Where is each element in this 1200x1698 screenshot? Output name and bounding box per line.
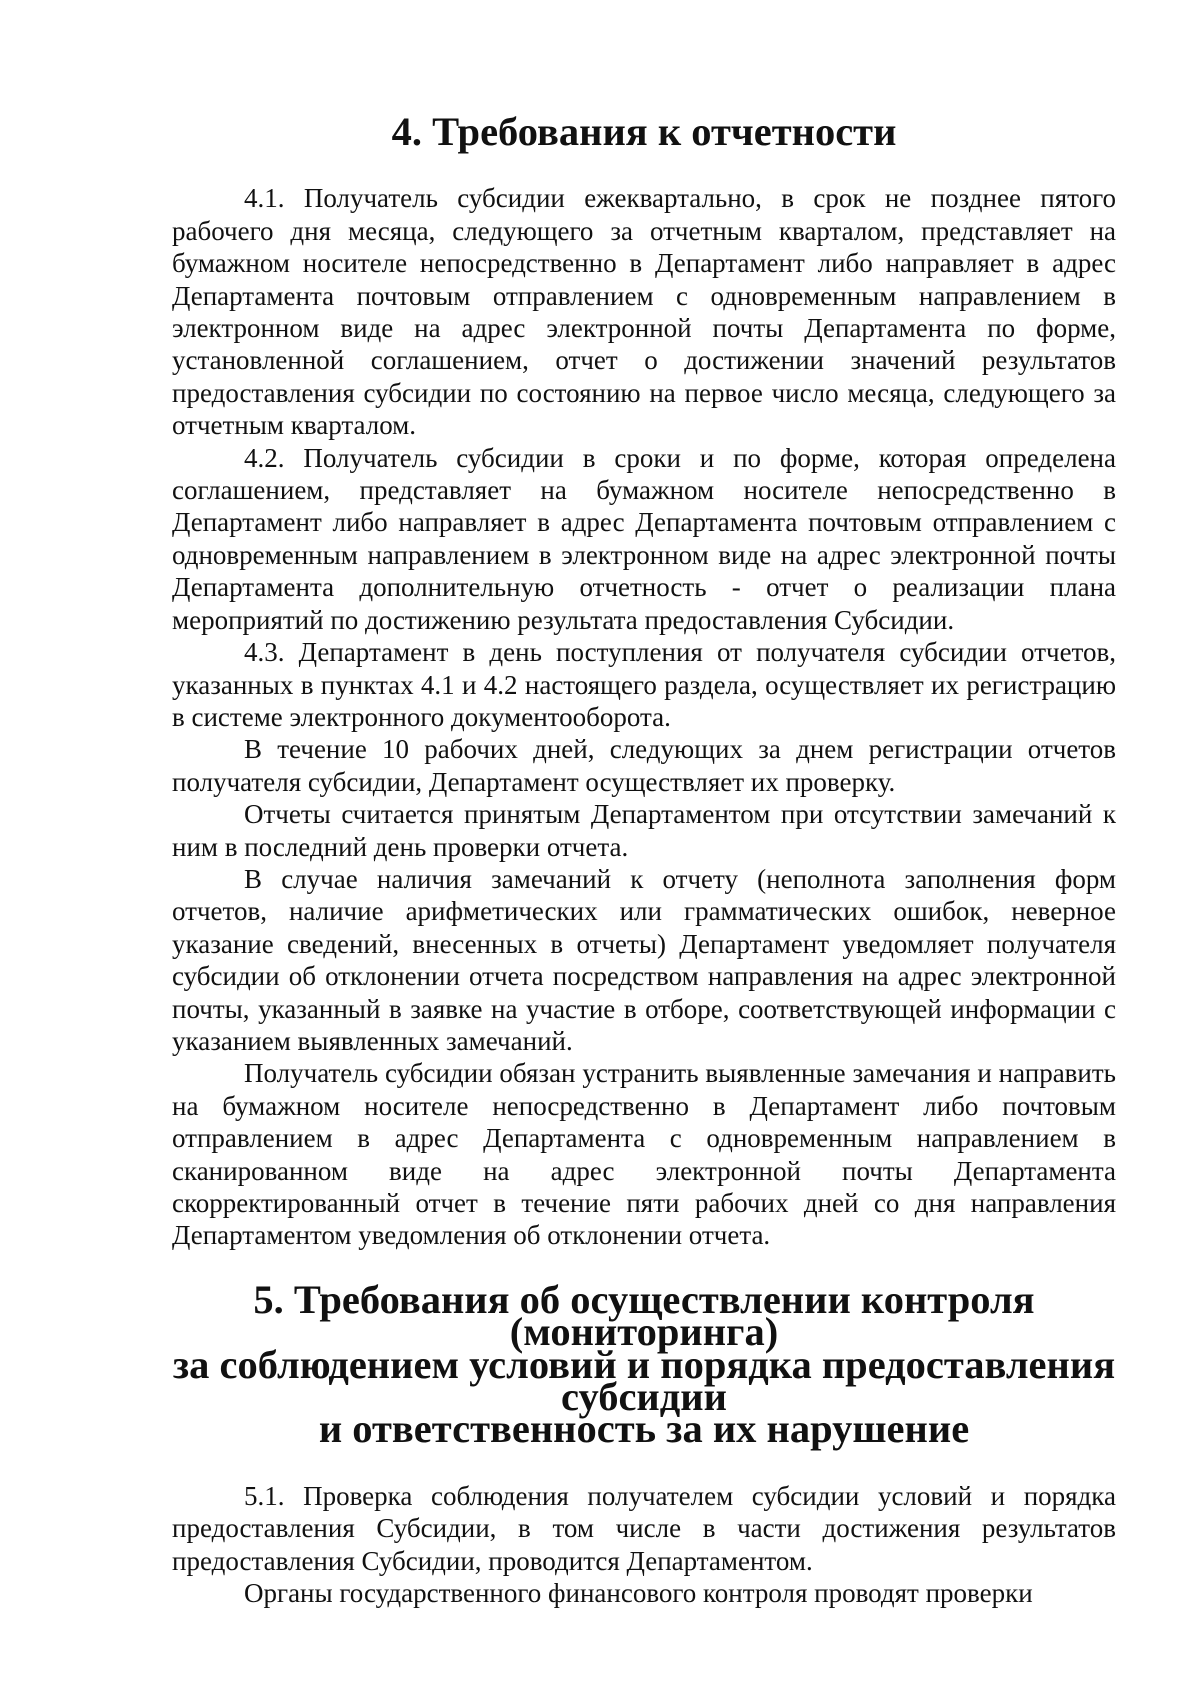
paragraph-4-1: 4.1. Получатель субсидии ежеквартально, в срок не позднее пятого рабочего дня месяца, следующего за отчетным кварталом, представляет на бумажном носителе непосредственно в Департамент либо направляет в адрес Департамента почтовым отправлением с одновременным направлением в электронном виде на адрес электронной почты Департамента по форме, установленной соглашением, отчет о достижении значений результатов предоставления субсидии по состоянию на первое число месяца, следующего за отчетным кварталом. bbox=[172, 183, 1116, 441]
section-4-body bbox=[172, 182, 1116, 1251]
section-4-heading: 4. Требования к отчетности bbox=[391, 109, 897, 154]
paragraph-review-period: В течение 10 рабочих дней, следующих за днем регистрации отчетов получателя субсидии, Департамент осуществляет их проверку. bbox=[172, 734, 1116, 797]
paragraph-remarks: В случае наличия замечаний к отчету (неполнота заполнения форм отчетов, наличие арифметических или грамматических ошибок, неверное указание сведений, внесенных в отчеты) Департамент уведомляет получателя субсидии об отклонении отчета посредством направления на адрес электронной почты, указанный в заявке на участие в отборе, соответствующей информации с указанием выявленных замечаний. bbox=[172, 863, 1116, 1056]
paragraph-report-accepted: Отчеты считается принятым Департаментом при отсутствии замечаний к ним в последний день проверки отчета. bbox=[172, 799, 1116, 862]
paragraph-4-3: 4.3. Департамент в день поступления от получателя субсидии отчетов, указанных в пунктах 4.1 и 4.2 настоящего раздела, осуществляет их регистрацию в системе электронного документооборота. bbox=[172, 637, 1116, 732]
paragraph-5-1: 5.1. Проверка соблюдения получателем субсидии условий и порядка предоставления Субсидии, в том числе в части достижения результатов предоставления Субсидии, проводится Департаментом. bbox=[172, 1480, 1116, 1576]
section-5-heading-line-3: и ответственность за их нарушение bbox=[318, 1406, 970, 1452]
section-5-heading-line-1: 5. Требования об осуществлении контроля (мониторинга) bbox=[253, 1276, 1035, 1355]
section-5-body bbox=[172, 1480, 1116, 1610]
document-body bbox=[172, 109, 1116, 1609]
section-5-heading bbox=[172, 1276, 1116, 1452]
paragraph-financial-control: Органы государственного финансового контроля проводят проверки bbox=[244, 1578, 1033, 1609]
section-5-heading-line-2: за соблюдением условий и порядка предоставления субсидии bbox=[172, 1341, 1116, 1420]
paragraph-4-2: 4.2. Получатель субсидии в сроки и по форме, которая определена соглашением, представляет на бумажном носителе непосредственно в Департамент либо направляет в адрес Департамента почтовым отправлением с одновременным направлением в электронном виде на адрес электронной почты Департамента дополнительную отчетность - отчет о реализации плана мероприятий по достижению результата предоставления Субсидии. bbox=[172, 442, 1116, 635]
paragraph-corrections: Получатель субсидии обязан устранить выявленные замечания и направить на бумажном носителе непосредственно в Департамент либо почтовым отправлением в адрес Департамента с одновременным направлением в сканированном виде на адрес электронной почты Департамента скорректированный отчет в течение пяти рабочих дней со дня направления Департаментом уведомления об отклонении отчета. bbox=[172, 1058, 1116, 1251]
